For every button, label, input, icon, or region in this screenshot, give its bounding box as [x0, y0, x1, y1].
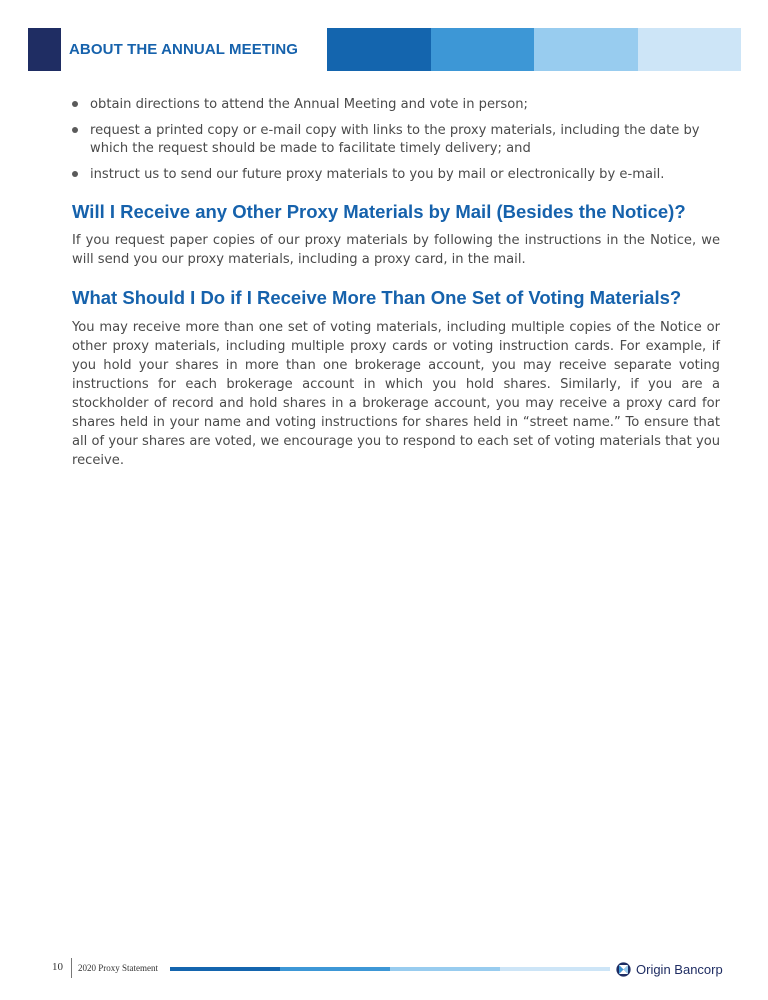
- header-bar-medium-blue: [431, 28, 535, 71]
- list-item: [72, 122, 720, 159]
- document-title: 2020 Proxy Statement: [78, 963, 158, 973]
- header-color-bars: [327, 28, 741, 71]
- bullet-icon: [72, 171, 78, 177]
- page-footer: [0, 955, 768, 985]
- header-bar-dark-blue: [327, 28, 431, 71]
- page-header: [28, 28, 741, 71]
- footer-divider: [71, 958, 72, 978]
- footer-bar-dark-blue: [170, 967, 280, 971]
- bullet-list: [72, 96, 720, 184]
- bullet-text: obtain directions to attend the Annual Meeting and vote in person;: [90, 97, 528, 112]
- section-body-other-materials: If you request paper copies of our proxy materials by following the instructions in the Notice, we will send you our proxy materials, including a proxy card, in the mail.: [72, 233, 720, 267]
- origin-bancorp-logo-icon: [616, 962, 631, 977]
- list-item: [72, 96, 720, 115]
- header-navy-block: [28, 28, 61, 71]
- footer-bar-medium-blue: [280, 967, 390, 971]
- header-bar-light-blue: [534, 28, 638, 71]
- section-body-multiple-sets: You may receive more than one set of voting materials, including multiple copies of the Notice or other proxy materials, including multiple proxy cards or voting instruction cards. For example, if you hold your shares in more than one brokerage account, you may receive separate voting instructions for each brokerage account in which you hold shares. Similarly, if you are a stockholder of record and hold shares in a brokerage account, you may receive a proxy card for shares held in your name and voting instructions for shares held in “street name.” To ensure that all of your shares are voted, we encourage you to respond to each set of voting materials that you receive.: [72, 320, 720, 468]
- footer-bar-light-blue: [390, 967, 500, 971]
- logo-text: Origin Bancorp: [636, 961, 723, 977]
- company-logo: [616, 959, 723, 979]
- bullet-icon: [72, 101, 78, 107]
- bullet-text: request a printed copy or e-mail copy with links to the proxy materials, including the date by which the request should be made to facilitate timely delivery; and: [90, 122, 700, 156]
- section-title: ABOUT THE ANNUAL MEETING: [69, 41, 299, 58]
- footer-bar-pale-blue: [500, 967, 610, 971]
- list-item: [72, 166, 720, 185]
- bullet-text: instruct us to send our future proxy materials to you by mail or electronically by e-mail.: [90, 166, 665, 182]
- footer-color-bars: [170, 967, 610, 971]
- bullet-icon: [72, 127, 78, 133]
- section-heading-other-materials: Will I Receive any Other Proxy Materials by Mail (Besides the Notice)?: [72, 201, 686, 222]
- header-bar-pale-blue: [638, 28, 742, 71]
- page-number: 10: [52, 961, 63, 973]
- main-content: [72, 96, 720, 470]
- section-heading-multiple-sets: What Should I Do if I Receive More Than One Set of Voting Materials?: [72, 287, 682, 308]
